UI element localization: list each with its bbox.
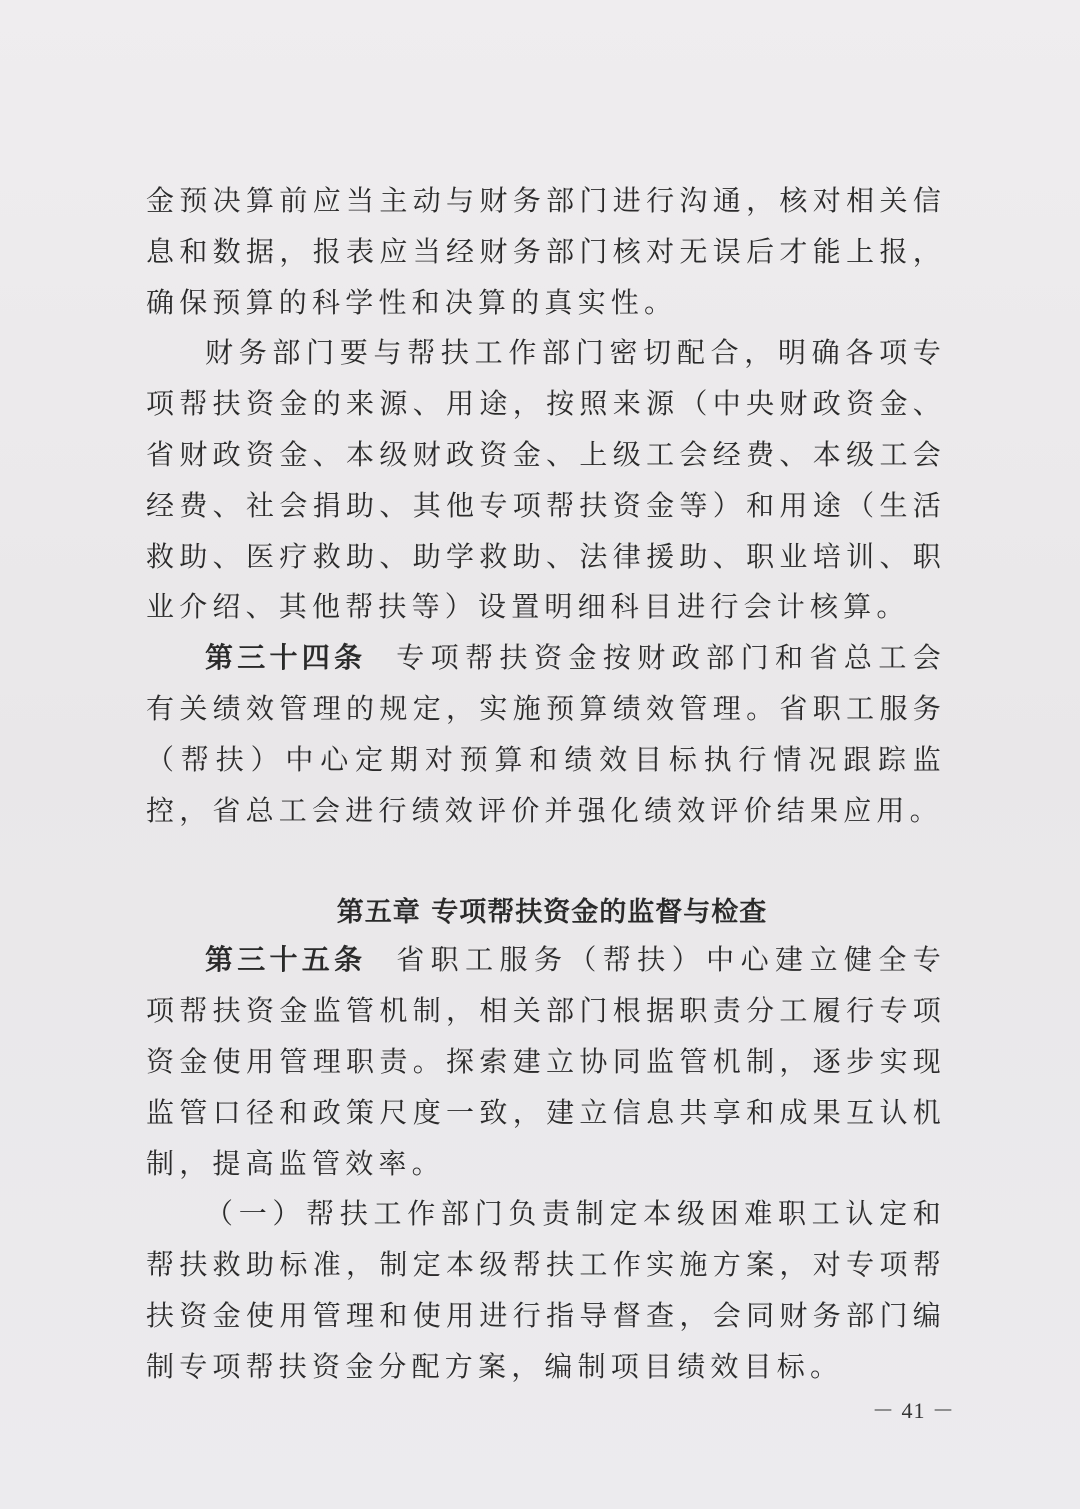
paragraph-fund-sources: 财务部门要与帮扶工作部门密切配合，明确各项专项帮扶资金的来源、用途，按照来源（中央财政资金、省财政资金、本级财政资金、上级工会经费、本级工会经费、社会捐助、其他专项帮扶资金等）和用途（生活救助、医疗救助、助学救助、法律援助、职业培训、职业介绍、其他帮扶等）设置明细科目进行会计核算。 [146, 336, 946, 624]
article-34-title: 第三十四条 [205, 641, 367, 675]
article-35-text: 省职工服务（帮扶）中心建立健全专项帮扶资金监管机制，相关部门根据职责分工履行专项资金使用管理职责。探索建立协同监管机制，逐步实现监管口径和政策尺度一致，建立信息共享和成果互认机制，提高监管效率。 [146, 943, 946, 1180]
page-number: － 41 － [872, 1398, 956, 1423]
chapter-5-heading: 第五章 专项帮扶资金的监督与检查 [336, 897, 768, 929]
page-body [146, 176, 946, 1393]
article-35-title: 第三十五条 [205, 943, 367, 977]
paragraph-budget-communication: 金预决算前应当主动与财务部门进行沟通，核对相关信息和数据，报表应当经财务部门核对无误后才能上报，确保预算的科学性和决算的真实性。 [146, 184, 946, 319]
article-34-text: 专项帮扶资金按财政部门和省总工会有关绩效管理的规定，实施预算绩效管理。省职工服务（帮扶）中心定期对预算和绩效目标执行情况跟踪监控，省总工会进行绩效评价并强化绩效评价结果应用。 [146, 641, 946, 827]
article-34 [146, 633, 946, 836]
item-1-paragraph: （一）帮扶工作部门负责制定本级困难职工认定和帮扶救助标准，制定本级帮扶工作实施方案，对专项帮扶资金使用管理和使用进行指导督查，会同财务部门编制专项帮扶资金分配方案，编制项目绩效目标。 [146, 1197, 946, 1383]
article-35 [146, 935, 946, 1189]
